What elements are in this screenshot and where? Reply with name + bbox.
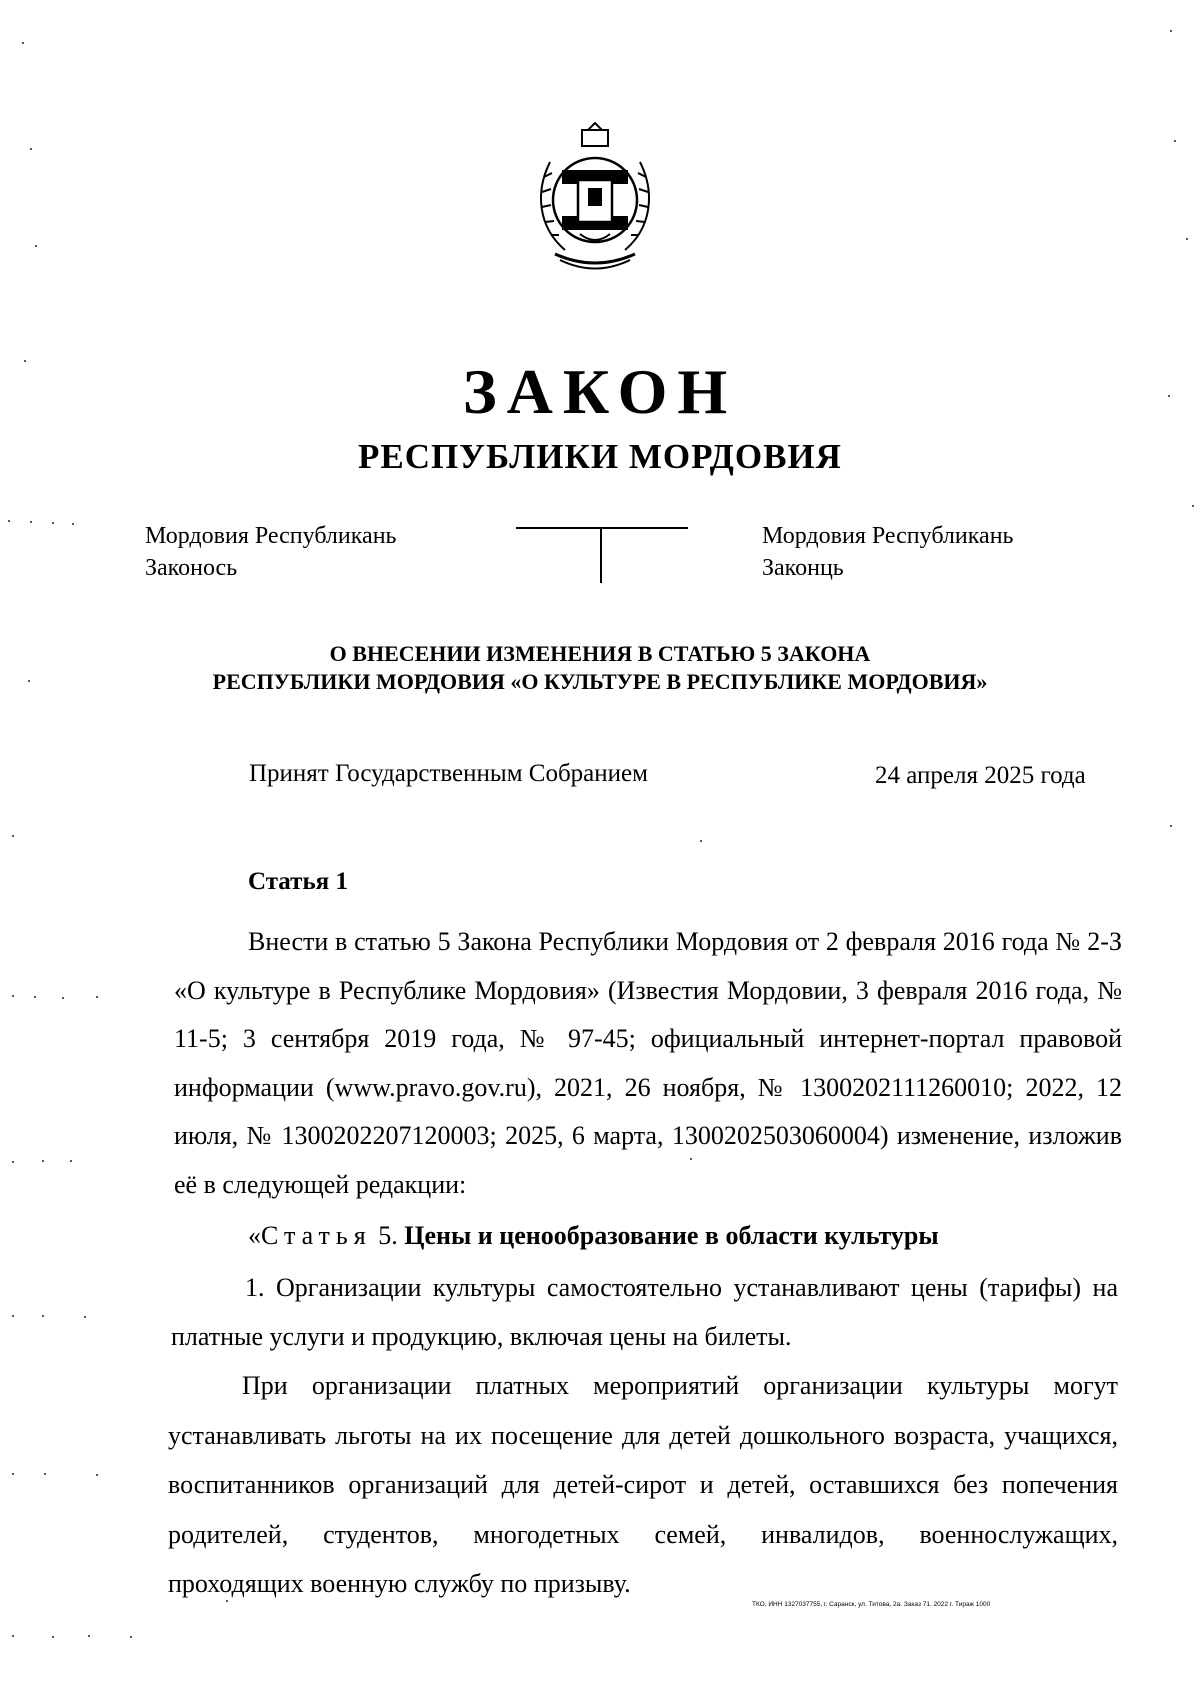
moksha-title-line1: Мордовия Республикань [145,523,397,549]
page-subtitle: РЕСПУБЛИКИ МОРДОВИЯ [358,437,842,476]
article-intro-text: Внести в статью 5 Закона Республики Мордовия от 2 февраля 2016 года № 2-З «О культуре в Республике Мордовия» (Известия Мордовии, 3 февраля 2016 года, № 11-5; 3 сентября 2019 года, № 97-45; официальный интернет-портал правовой информации (www.pravo.gov.ru), 2021, 26 ноября, № 1300202111260010; 2022, 12 июля, № 1300202207120003; 2025, 6 марта, 1300202503060004) изменение, изложив её в следующей редакции: [174,927,1122,1199]
page-title: ЗАКОН [462,356,738,427]
article-heading: Статья 1 [248,868,348,895]
erzya-title [762,520,1013,584]
law-subject-line2: РЕСПУБЛИКИ МОРДОВИЯ «О КУЛЬТУРЕ В РЕСПУБЛИКЕ МОРДОВИЯ» [212,669,988,694]
adoption-text: Принят Государственным Собранием [249,760,648,787]
erzya-title-line2: Законць [762,555,844,581]
law-subject-line1: О ВНЕСЕНИИ ИЗМЕНЕНИЯ В СТАТЬЮ 5 ЗАКОНА [329,641,871,666]
article-number: 5. [378,1221,398,1250]
quote-open: « [248,1221,261,1250]
header-divider-vertical [600,527,602,583]
moksha-title-line2: Законось [145,555,238,581]
coat-of-arms-icon [530,122,660,272]
article-point-1 [171,1264,1118,1361]
article-title: Цены и ценообразование в области культуры [404,1221,939,1250]
printer-colophon: ТКО, ИНН 1327037755, г. Саранск, ул. Титова, 2а. Заказ 71. 2022 г. Тираж 1000 [752,1601,991,1608]
article-point-1-continued-text: При организации платных мероприятий организации культуры могут устанавливать льготы на их посещение для детей дошкольного возраста, учащихся, воспитанников организаций для детей-сирот и детей, оставшихся без попечения родителей, студентов, многодетных семей, инвалидов, военнослужащих, проходящих военную службу по призыву. [168,1371,1118,1598]
new-article-heading [174,1212,1122,1261]
law-subject [0,640,1200,696]
moksha-title [145,520,396,584]
article-intro [174,918,1122,1209]
erzya-title-line1: Мордовия Республикань [762,523,1014,549]
article-point-1-text: 1. Организации культуры самостоятельно устанавливают цены (тарифы) на платные услуги и продукцию, включая цены на билеты. [171,1273,1118,1351]
header-divider-horizontal [516,527,688,529]
adoption-date: 24 апреля 2025 года [875,762,1086,789]
article-point-1-continued [168,1361,1118,1609]
article-label: Статья [261,1221,372,1250]
